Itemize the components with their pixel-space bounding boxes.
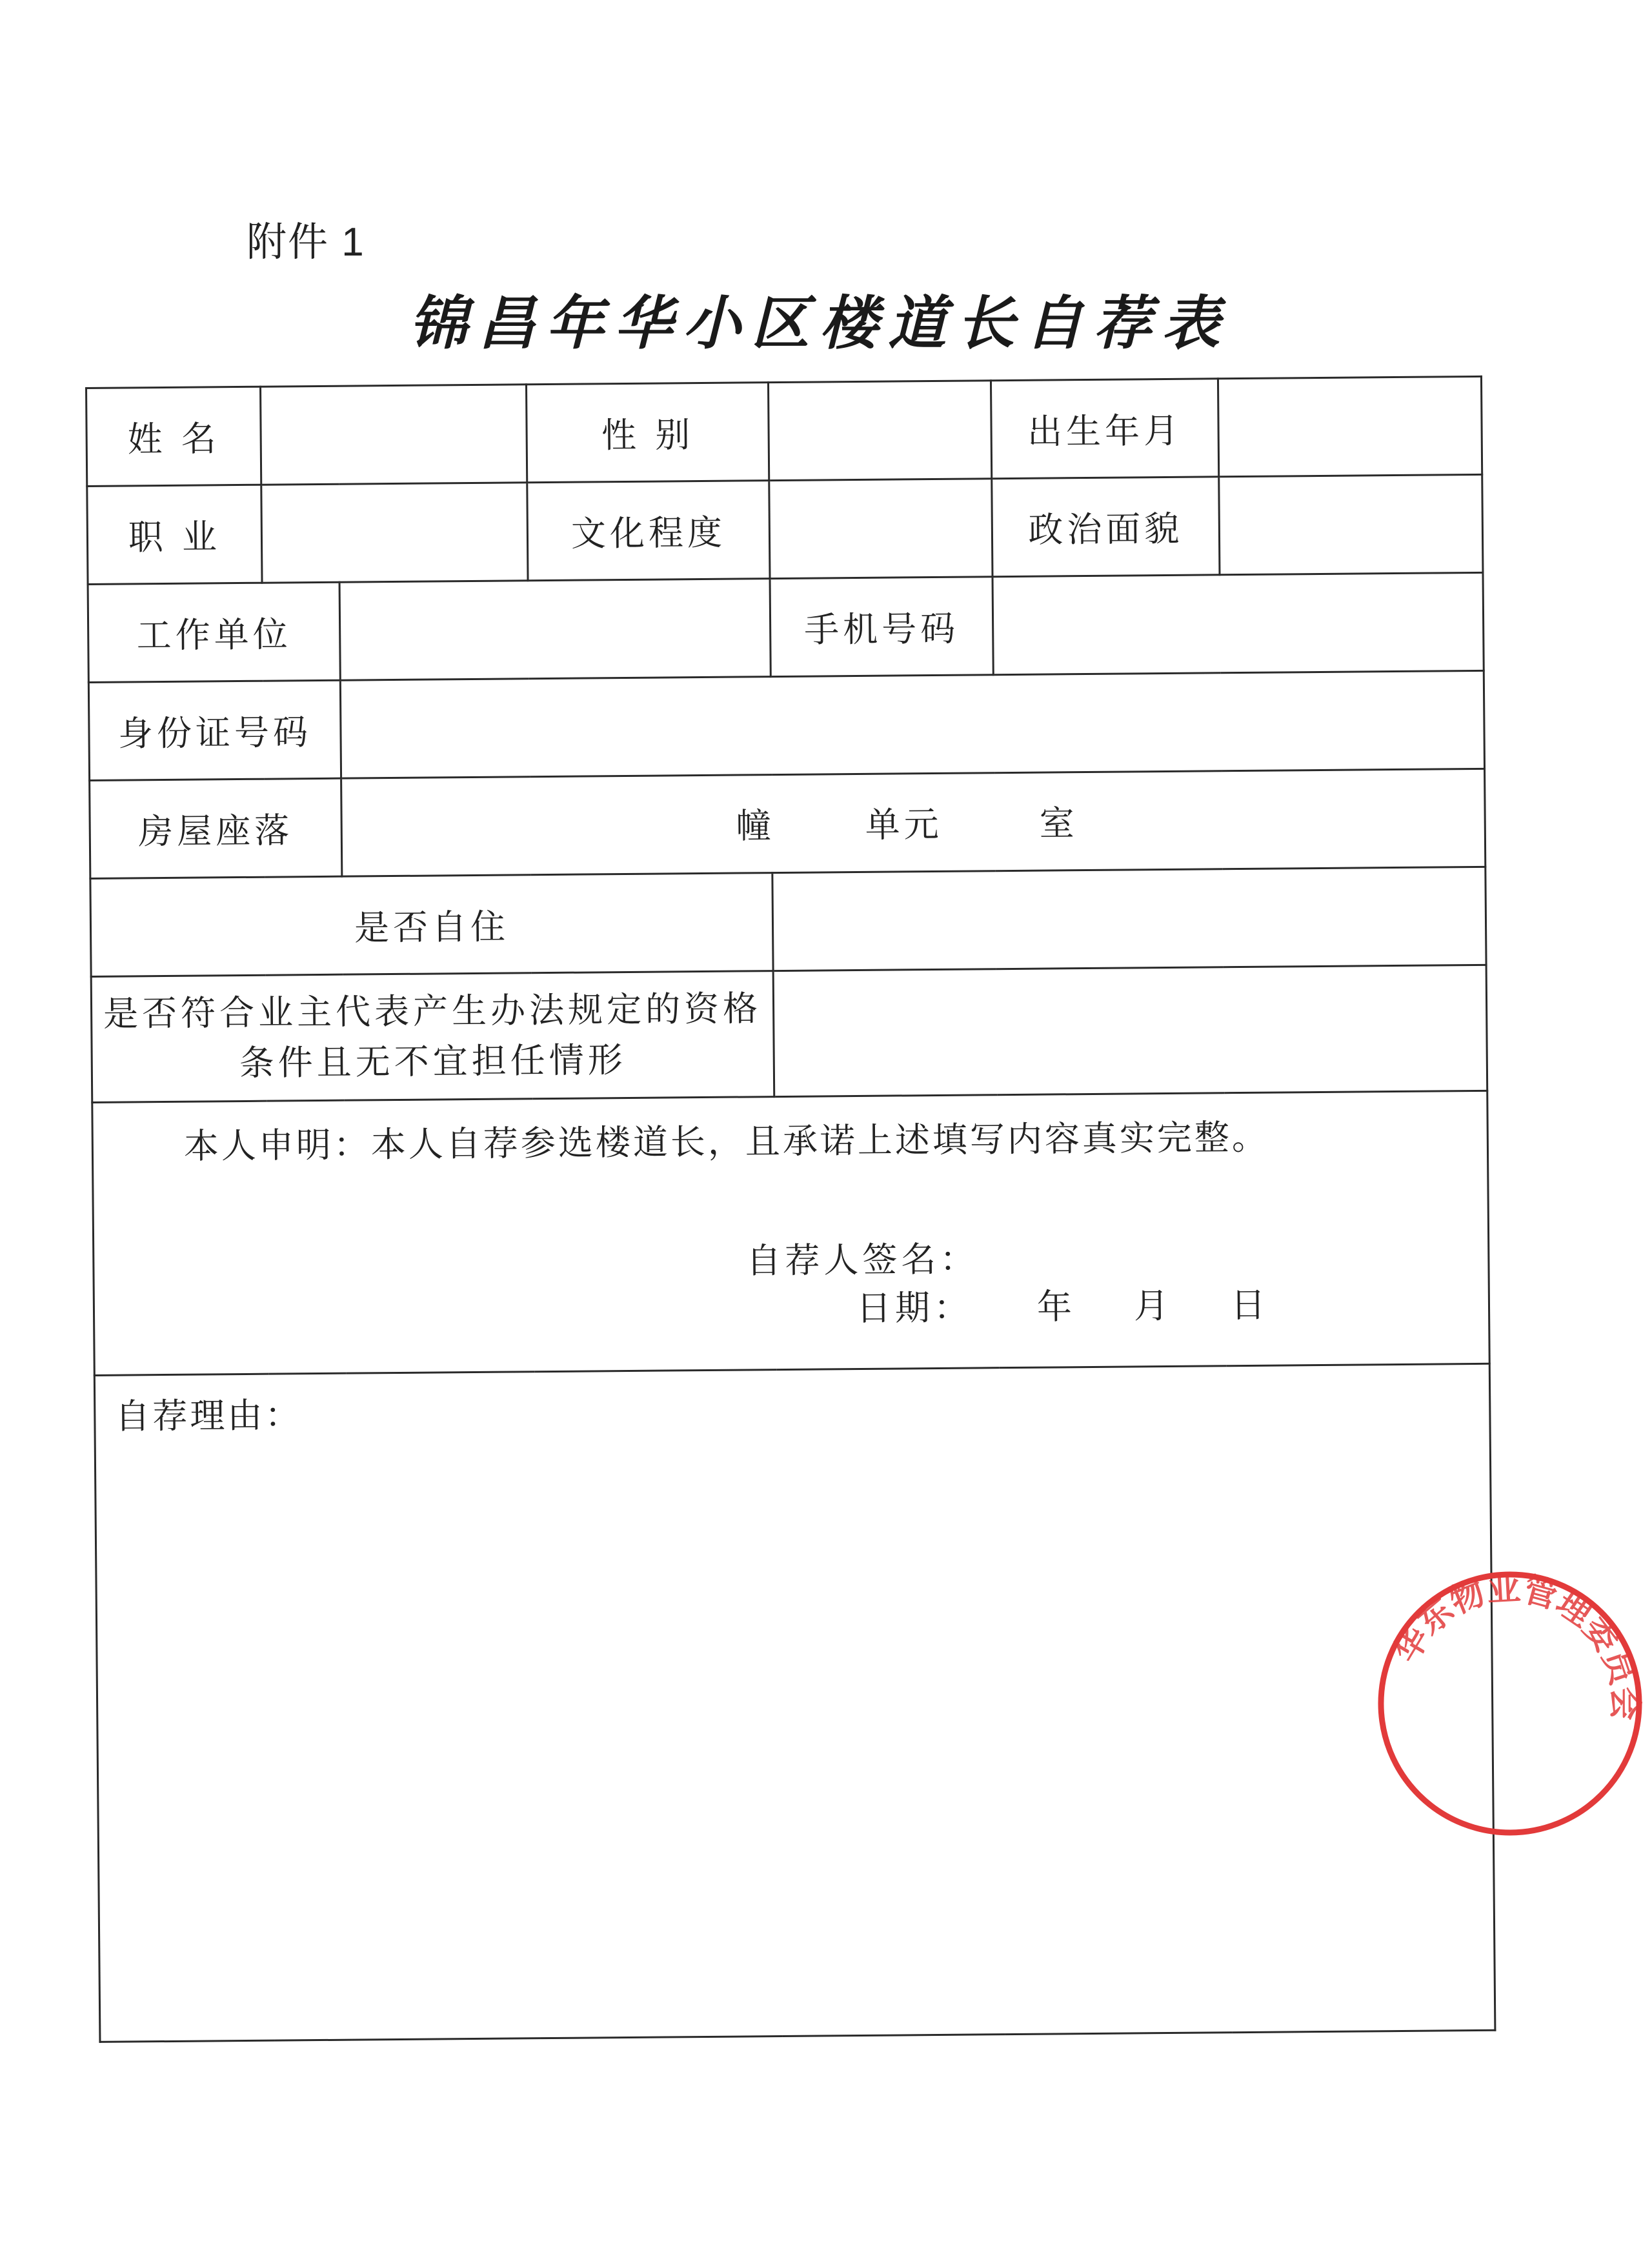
workplace-label: 工作单位	[88, 582, 340, 682]
declaration-text: 本人申明：本人自荐参选楼道长，且承诺上述填写内容真实完整。	[183, 1116, 1270, 1167]
date-day-label: 日	[1230, 1284, 1270, 1326]
form-title: 锦昌年华小区楼道长自荐表	[409, 289, 1230, 357]
official-seal	[1368, 1562, 1652, 1846]
date-label: 日期：	[856, 1287, 973, 1329]
occupation-field[interactable]	[261, 483, 528, 583]
address-unit-label: 单元	[865, 803, 943, 845]
political-field[interactable]	[1219, 474, 1483, 574]
phone-label: 手机号码	[770, 577, 993, 677]
qualification-field[interactable]	[773, 965, 1487, 1096]
self-recommendation-form	[85, 376, 1494, 2049]
self-occupied-field[interactable]	[772, 867, 1486, 971]
reason-label: 自荐理由：	[115, 1394, 303, 1437]
birth-label: 出生年月	[991, 379, 1218, 479]
phone-field[interactable]	[992, 572, 1484, 674]
qualification-label-line2: 条件且无不宜担任情形	[239, 1040, 627, 1084]
signature-label: 自荐人签名：	[746, 1238, 979, 1282]
education-field[interactable]	[769, 479, 992, 579]
workplace-field[interactable]	[339, 579, 771, 681]
education-label: 文化程度	[527, 481, 770, 581]
address-label: 房屋座落	[90, 778, 342, 878]
qualification-label	[91, 971, 774, 1103]
attachment-label: 附件 1	[247, 220, 365, 265]
id-label: 身份证号码	[88, 680, 341, 780]
reason-section[interactable]	[94, 1363, 1495, 2042]
name-label: 姓 名	[86, 387, 261, 486]
qualification-label-line1: 是否符合业主代表产生办法规定的资格	[103, 988, 762, 1034]
svg-text:华东物业管理委员会: 华东物业管理委员会	[1387, 1569, 1644, 1720]
self-occupied-label: 是否自住	[90, 873, 773, 977]
address-field[interactable]	[341, 769, 1486, 876]
name-field[interactable]	[261, 385, 527, 485]
occupation-label: 职 业	[87, 485, 262, 584]
address-dong-label: 幢	[736, 805, 775, 847]
gender-label: 性 别	[526, 383, 769, 483]
address-room-label: 室	[1039, 803, 1078, 844]
declaration-section	[92, 1091, 1489, 1375]
date-year-label: 年	[1036, 1286, 1076, 1327]
political-label: 政治面貌	[992, 477, 1220, 577]
gender-field[interactable]	[768, 381, 991, 481]
birth-field[interactable]	[1218, 376, 1482, 476]
id-field[interactable]	[340, 670, 1484, 778]
date-month-label: 月	[1133, 1285, 1173, 1327]
